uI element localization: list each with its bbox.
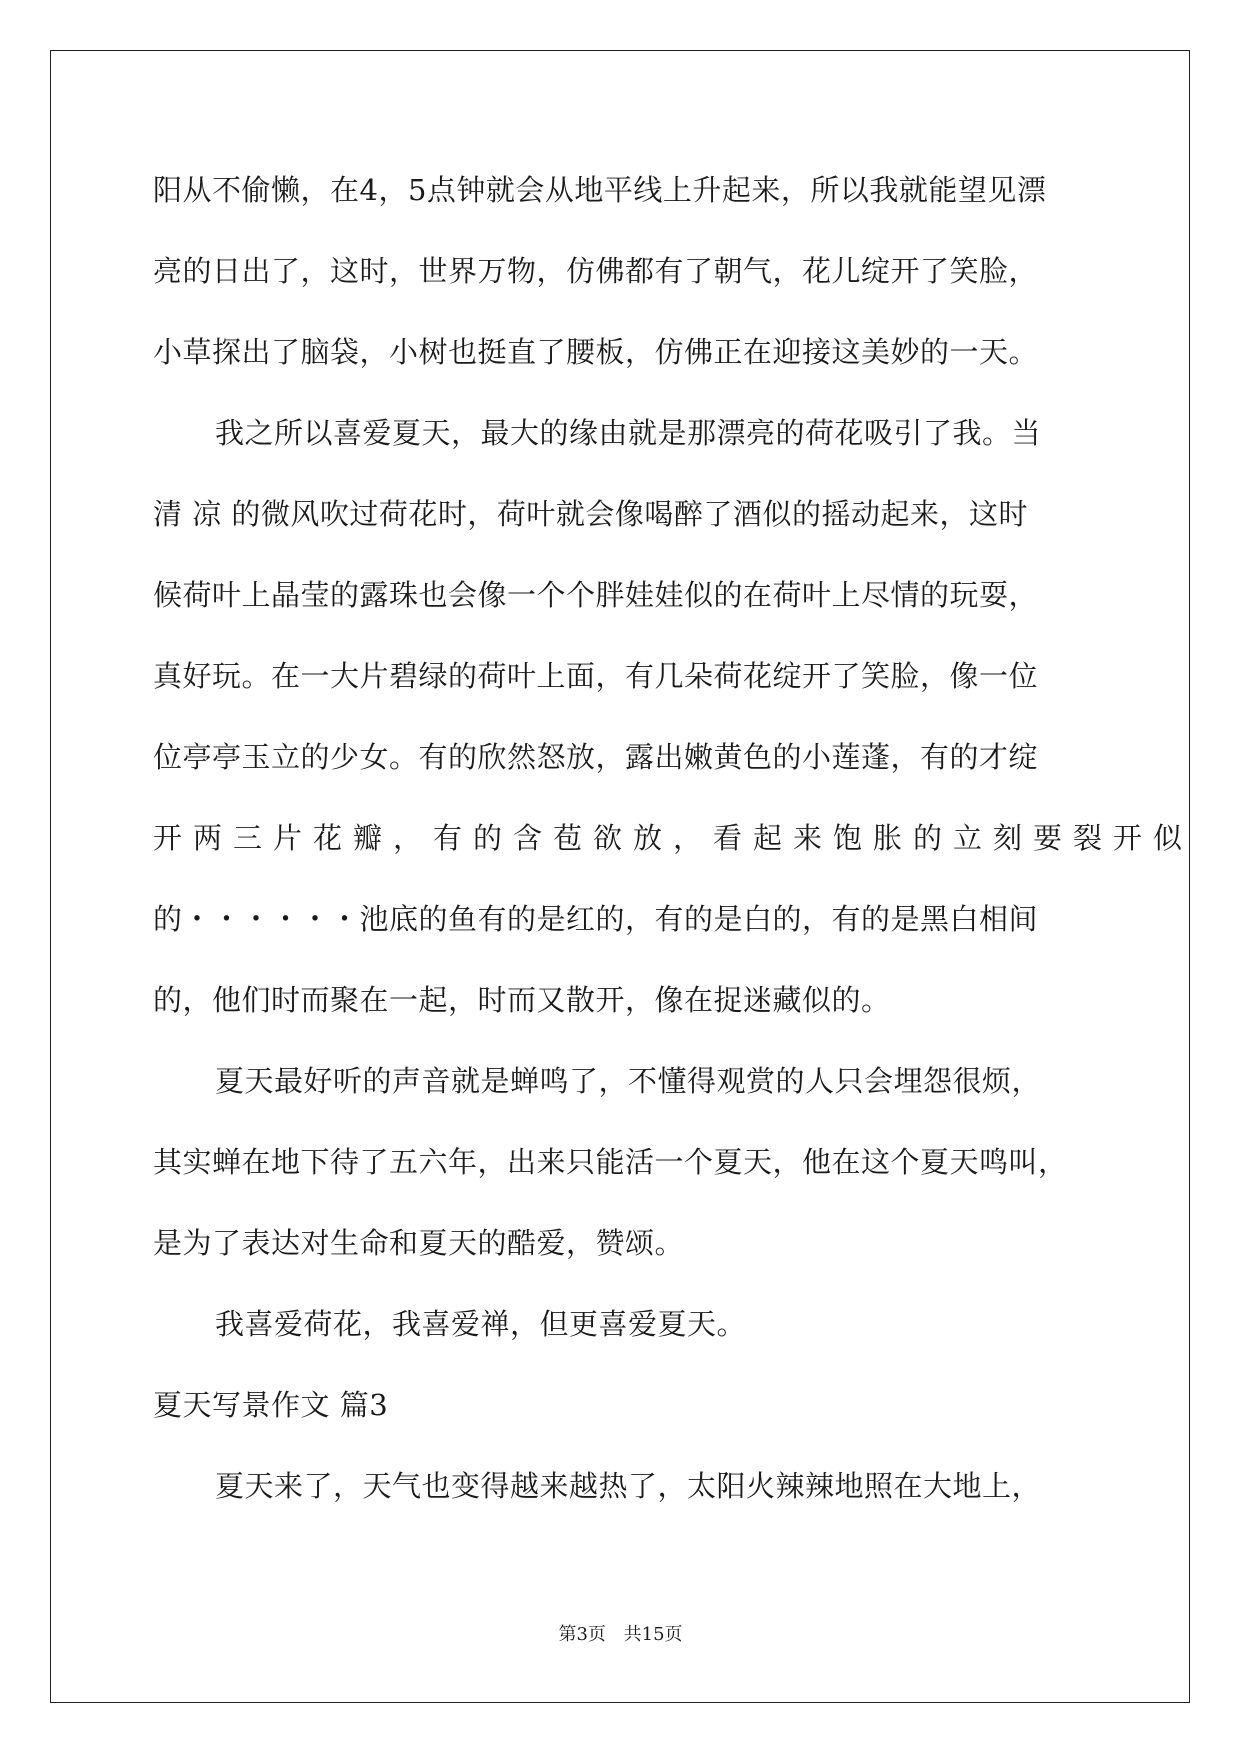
text-line: 的・・・・・・池底的鱼有的是红的，有的是白的，有的是黑白相间 xyxy=(153,902,1039,936)
text-line: 的，他们时而聚在一起，时而又散开，像在捉迷藏似的。 xyxy=(153,983,891,1017)
paragraph-start-line: 夏天最好听的声音就是蝉鸣了，不懂得观赏的人只会埋怨很烦， xyxy=(215,1064,1042,1098)
text-line: 其实蝉在地下待了五六年，出来只能活一个夏天，他在这个夏天鸣叫， xyxy=(153,1145,1068,1179)
text-line: 阳从不偷懒，在4，5点钟就会从地平线上升起来，所以我就能望见漂 xyxy=(153,173,1047,207)
paragraph-start-line: 夏天来了，天气也变得越来越热了，太阳火辣辣地照在大地上， xyxy=(215,1469,1042,1503)
document-body xyxy=(153,162,1194,1539)
paragraph-start-line: 我喜爱荷花，我喜爱禅，但更喜爱夏天。 xyxy=(215,1307,747,1341)
text-line: 候荷叶上晶莹的露珠也会像一个个胖娃娃似的在荷叶上尽情的玩耍， xyxy=(153,578,1039,612)
text-line: 开两三片花瓣，有的含苞欲放，看起来饱胀的立刻要裂开似 xyxy=(153,821,1194,855)
page-number: 第3页 xyxy=(558,1624,606,1645)
page-footer xyxy=(0,1620,1241,1646)
section-heading: 夏天写景作文 篇3 xyxy=(153,1388,389,1422)
text-line: 是为了表达对生命和夏天的酷爱，赞颂。 xyxy=(153,1226,685,1260)
text-line: 小草探出了脑袋，小树也挺直了腰板，仿佛正在迎接这美妙的一天。 xyxy=(153,335,1039,369)
page-total: 共15页 xyxy=(623,1624,683,1645)
text-line: 位亭亭玉立的少女。有的欣然怒放，露出嫩黄色的小莲蓬，有的才绽 xyxy=(153,740,1039,774)
text-line: 亮的日出了，这时，世界万物，仿佛都有了朝气，花儿绽开了笑脸， xyxy=(153,254,1039,288)
text-line: 真好玩。在一大片碧绿的荷叶上面，有几朵荷花绽开了笑脸，像一位 xyxy=(153,659,1039,693)
paragraph-start-line: 我之所以喜爱夏天，最大的缘由就是那漂亮的荷花吸引了我。当 xyxy=(215,416,1042,450)
text-line: 清 凉 的微风吹过荷花时，荷叶就会像喝醉了酒似的摇动起来，这时 xyxy=(153,497,1028,531)
